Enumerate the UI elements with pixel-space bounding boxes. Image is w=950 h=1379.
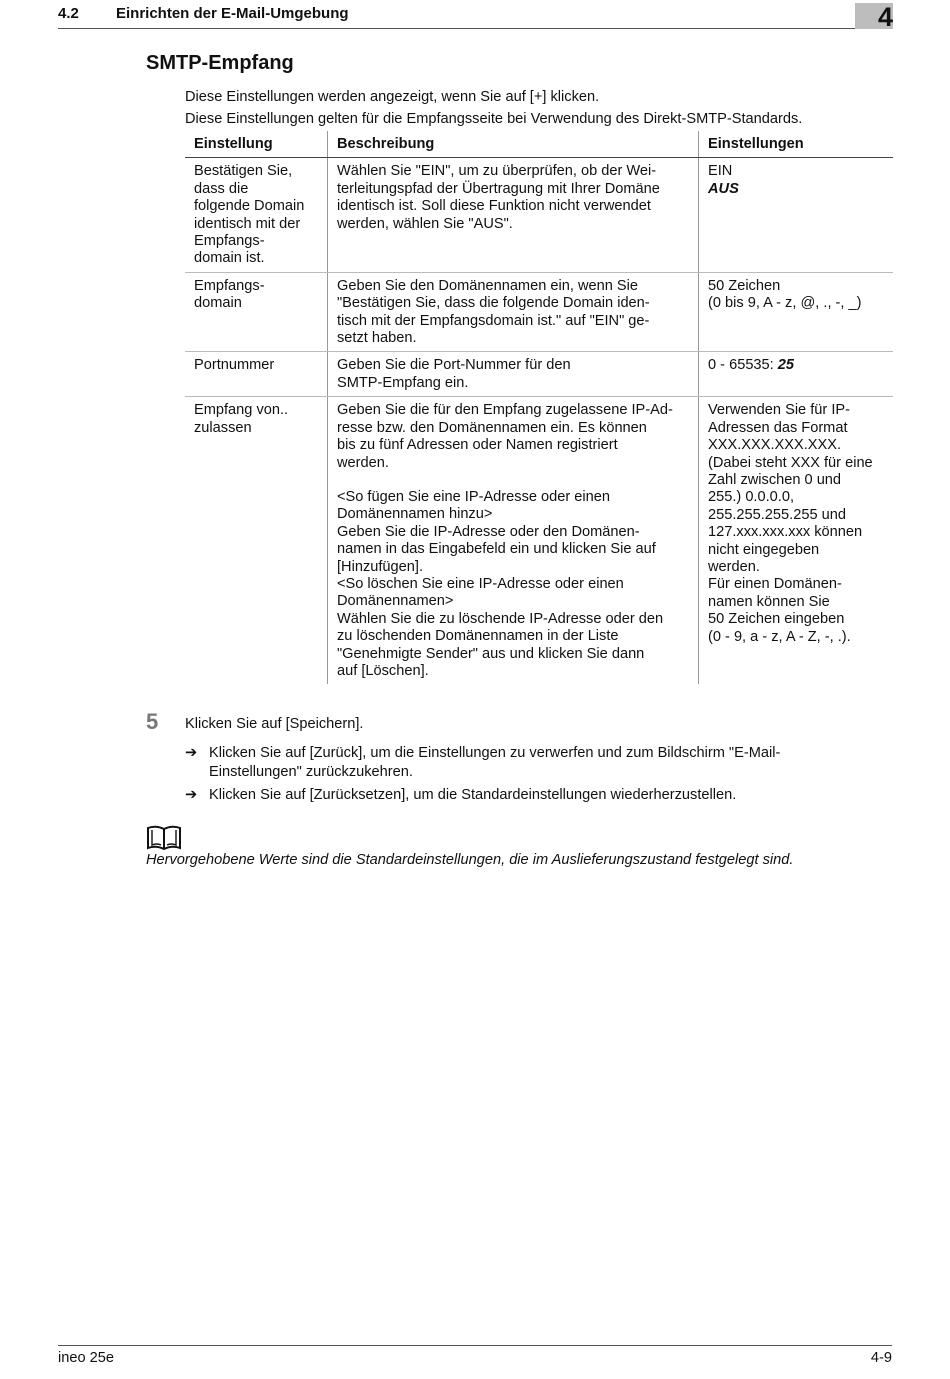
column-header: Einstellungen	[699, 131, 894, 158]
values-cell: Verwenden Sie für IP- Adressen das Format XXX.XXX.XXX.XXX. (Dabei steht XXX für eine Zahl zwischen 0 und 255.) 0.0.0.0, 255.255.255.255 und 127.xxx.xxx.xxx können nicht eingegeben werden. Für einen Domänen- namen können Sie 50 Zeichen eingeben (0 - 9, a - z, A - Z, -, .).	[699, 397, 894, 685]
setting-cell: Portnummer	[185, 352, 328, 397]
footer-rule	[58, 1345, 892, 1346]
description-cell: Wählen Sie "EIN", um zu überprüfen, ob der Wei- terleitungspfad der Übertragung mit Ihrer Domäne identisch ist. Soll diese Funktion nicht verwendet werden, wählen Sie "AUS".	[328, 158, 699, 272]
page-header	[58, 0, 892, 30]
table-row	[185, 352, 893, 397]
table-row	[185, 158, 893, 272]
setting-cell: Empfangs- domain	[185, 272, 328, 352]
intro-line: Diese Einstellungen werden angezeigt, wenn Sie auf [+] klicken.	[185, 89, 600, 105]
values-cell: EIN AUS	[699, 158, 894, 272]
footer-product: ineo 25e	[58, 1350, 114, 1366]
table-row	[185, 272, 893, 352]
open-book-icon	[146, 824, 182, 852]
intro-text	[185, 86, 802, 130]
footer-page-number: 4-9	[870, 1350, 892, 1366]
setting-cell: Bestätigen Sie, dass die folgende Domain identisch mit der Empfangs- domain ist.	[185, 158, 328, 272]
arrow-icon: ➔	[185, 787, 198, 803]
settings-table	[185, 131, 893, 684]
chapter-tab	[855, 2, 893, 32]
column-header: Beschreibung	[328, 131, 699, 158]
page-title: SMTP-Empfang	[146, 52, 294, 74]
setting-cell: Empfang von.. zulassen	[194, 402, 289, 436]
description-cell: Geben Sie den Domänennamen ein, wenn Sie "Bestätigen Sie, dass die folgende Domain iden- tisch mit der Empfangsdomain ist." auf "EIN" ge- setzt haben.	[328, 272, 699, 352]
step-number: 5	[146, 709, 159, 734]
values-cell: 0 - 65535: 25	[699, 352, 894, 397]
values-cell: 50 Zeichen (0 bis 9, A - z, @, ., -, _)	[699, 272, 894, 352]
header-rule	[58, 28, 892, 29]
chapter-number: 4	[877, 2, 893, 32]
section-number: 4.2	[58, 5, 79, 22]
note-text: Hervorgehobene Werte sind die Standardeinstellungen, die im Auslieferungszustand festgelegt sind.	[146, 852, 794, 868]
arrow-icon: ➔	[185, 745, 198, 761]
description-cell: Geben Sie die Port-Nummer für den SMTP-Empfang ein.	[328, 352, 699, 397]
section-title: Einrichten der E-Mail-Umgebung	[116, 5, 349, 22]
intro-line: Diese Einstellungen gelten für die Empfangsseite bei Verwendung des Direkt-SMTP-Standards.	[185, 111, 803, 127]
table-row	[185, 397, 893, 685]
step-text: Klicken Sie auf [Speichern].	[185, 716, 364, 732]
default-value: AUS	[708, 180, 739, 197]
description-cell: Geben Sie die für den Empfang zugelassene IP-Ad- resse bzw. den Domänennamen ein. Es können bis zu fünf Adressen oder Namen registriert werden. <So fügen Sie eine IP-Adresse oder einen Domänennamen hinzu> Geben Sie die IP-Adresse oder den Domänen- namen in das Eingabefeld ein und klicken Sie auf [Hinzufügen]. <So löschen Sie eine IP-Adresse oder einen Domänennamen> Wählen Sie die zu löschende IP-Adresse oder den zu löschenden Domänennamen in der Liste "Genehmigte Sender" aus und klicken Sie dann auf [Löschen].	[328, 397, 699, 685]
default-value: 25	[777, 357, 795, 374]
column-header: Einstellung	[185, 131, 328, 158]
table-header-row	[185, 131, 893, 158]
